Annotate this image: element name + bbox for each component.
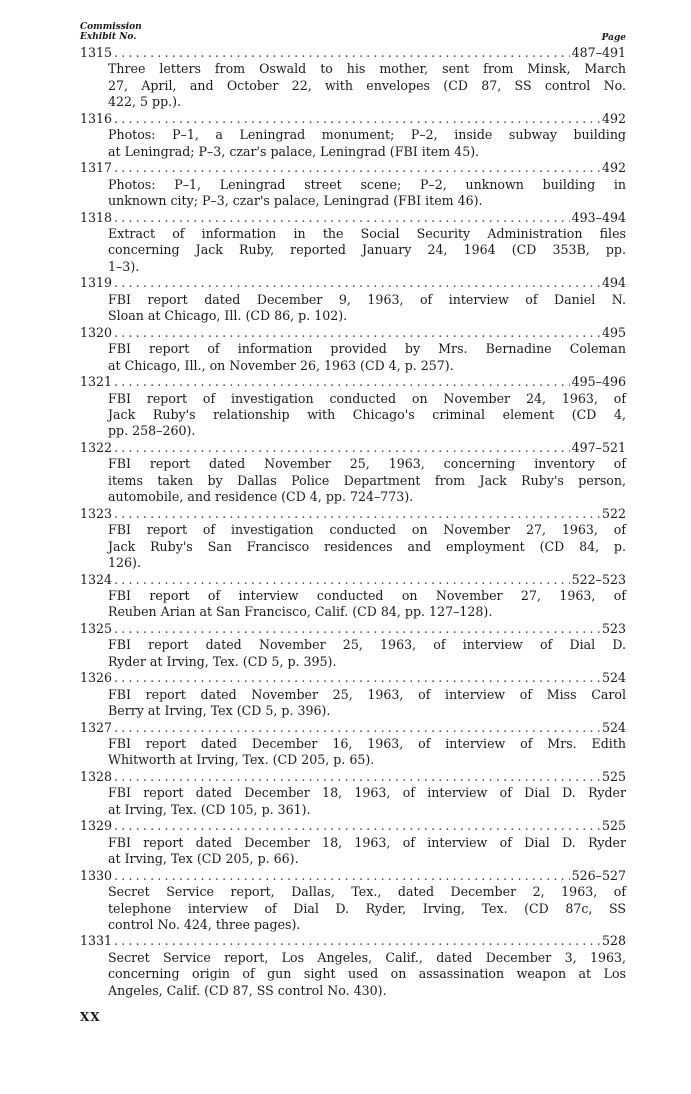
exhibit-number: 1319 bbox=[80, 275, 113, 291]
dot-leader bbox=[114, 868, 570, 884]
description-line: at Chicago, Ill., on November 26, 1963 (CD 4, p. 257). bbox=[108, 357, 454, 373]
exhibit-description bbox=[108, 736, 626, 769]
entry-heading bbox=[80, 769, 626, 785]
entry-heading bbox=[80, 45, 626, 61]
page-number: XX bbox=[80, 1010, 101, 1024]
exhibit-number: 1331 bbox=[80, 933, 113, 949]
exhibit-number: 1318 bbox=[80, 209, 113, 225]
exhibit-description bbox=[108, 456, 626, 505]
dot-leader bbox=[114, 720, 600, 736]
exhibit-description bbox=[108, 127, 626, 160]
page-reference: 524 bbox=[601, 670, 626, 686]
dot-leader bbox=[114, 111, 600, 127]
page-reference: 522 bbox=[601, 505, 626, 521]
dot-leader bbox=[114, 160, 600, 176]
entry-heading bbox=[80, 868, 626, 884]
page-reference: 526–527 bbox=[571, 867, 626, 883]
exhibit-list bbox=[80, 45, 626, 999]
description-line: unknown city; P–3, czar's palace, Leningrad (FBI item 46). bbox=[108, 193, 483, 209]
exhibit-entry bbox=[80, 621, 626, 670]
description-line: concerning origin of gun sight used on assassination weapon at Los bbox=[108, 966, 626, 982]
exhibit-description bbox=[108, 588, 626, 621]
page-reference: 525 bbox=[601, 768, 626, 784]
exhibit-number: 1321 bbox=[80, 374, 113, 390]
description-line: FBI report dated November 25, 1963, concerning inventory of bbox=[108, 456, 626, 472]
entry-heading bbox=[80, 374, 626, 390]
dot-leader bbox=[114, 572, 570, 588]
exhibit-number: 1330 bbox=[80, 867, 113, 883]
entry-heading bbox=[80, 670, 626, 686]
dot-leader bbox=[114, 670, 600, 686]
exhibit-entry bbox=[80, 111, 626, 160]
exhibit-entry bbox=[80, 275, 626, 324]
page-reference: 494 bbox=[601, 275, 626, 291]
page-reference: 492 bbox=[601, 110, 626, 126]
page-reference: 522–523 bbox=[571, 571, 626, 587]
description-line: 422, 5 pp.). bbox=[108, 94, 182, 110]
page-reference: 523 bbox=[601, 620, 626, 636]
exhibit-number: 1315 bbox=[80, 45, 113, 60]
description-line: Three letters from Oswald to his mother, sent from Minsk, March bbox=[108, 61, 626, 77]
entry-heading bbox=[80, 440, 626, 456]
dot-leader bbox=[114, 374, 570, 390]
exhibit-number: 1320 bbox=[80, 324, 113, 340]
description-line: FBI report of investigation conducted on November 24, 1963, of bbox=[108, 390, 626, 406]
page-reference: 493–494 bbox=[571, 209, 626, 225]
exhibit-number: 1322 bbox=[80, 439, 113, 455]
exhibit-entry bbox=[80, 506, 626, 572]
description-line: FBI report of information provided by Mrs. Bernadine Coleman bbox=[108, 341, 626, 357]
exhibit-number: 1323 bbox=[80, 505, 113, 521]
dot-leader bbox=[114, 275, 600, 291]
page-reference: 492 bbox=[601, 160, 626, 176]
dot-leader bbox=[114, 45, 570, 61]
exhibit-entry bbox=[80, 818, 626, 867]
column-header-page: Page bbox=[601, 33, 626, 43]
description-line: telephone interview of Dial D. Ryder, Irving, Tex. (CD 87c, SS bbox=[108, 900, 626, 916]
description-line: 27, April, and October 22, with envelopes (CD 87, SS control No. bbox=[108, 77, 626, 93]
description-line: FBI report dated December 18, 1963, of interview of Dial D. Ryder bbox=[108, 834, 626, 850]
dot-leader bbox=[114, 933, 600, 949]
dot-leader bbox=[114, 621, 600, 637]
exhibit-number: 1329 bbox=[80, 818, 113, 834]
description-line: pp. 258–260). bbox=[108, 423, 196, 439]
exhibit-number: 1324 bbox=[80, 571, 113, 587]
entry-heading bbox=[80, 210, 626, 226]
exhibit-description bbox=[108, 785, 626, 818]
description-line: Secret Service report, Los Angeles, Calif., dated December 3, 1963, bbox=[108, 949, 626, 965]
entry-heading bbox=[80, 506, 626, 522]
exhibit-description bbox=[108, 687, 626, 720]
description-line: Angeles, Calif. (CD 87, SS control No. 430). bbox=[108, 982, 387, 998]
exhibit-entry bbox=[80, 720, 626, 769]
description-line: Berry at Irving, Tex (CD 5, p. 396). bbox=[108, 703, 331, 719]
exhibit-entry bbox=[80, 45, 626, 111]
dot-leader bbox=[114, 506, 600, 522]
exhibit-number: 1317 bbox=[80, 160, 113, 176]
exhibit-entry bbox=[80, 769, 626, 818]
description-line: control No. 424, three pages). bbox=[108, 917, 301, 933]
description-line: FBI report of interview conducted on November 27, 1963, of bbox=[108, 587, 626, 603]
description-line: Sloan at Chicago, Ill. (CD 86, p. 102). bbox=[108, 308, 348, 324]
description-line: Extract of information in the Social Security Administration files bbox=[108, 225, 626, 241]
description-line: Photos: P–1, a Leningrad monument; P–2, inside subway building bbox=[108, 127, 626, 143]
entry-heading bbox=[80, 111, 626, 127]
page-reference: 495 bbox=[601, 324, 626, 340]
entry-heading bbox=[80, 572, 626, 588]
description-line: at Irving, Tex. (CD 105, p. 361). bbox=[108, 801, 311, 817]
entry-heading bbox=[80, 275, 626, 291]
description-line: Reuben Arian at San Francisco, Calif. (CD 84, pp. 127–128). bbox=[108, 604, 493, 620]
description-line: Whitworth at Irving, Tex. (CD 205, p. 65). bbox=[108, 752, 375, 768]
exhibit-entry bbox=[80, 670, 626, 719]
page-reference: 487–491 bbox=[571, 45, 626, 60]
description-line: at Irving, Tex (CD 205, p. 66). bbox=[108, 851, 299, 867]
exhibit-entry bbox=[80, 440, 626, 506]
exhibit-description bbox=[108, 637, 626, 670]
exhibit-entry bbox=[80, 374, 626, 440]
exhibit-description bbox=[108, 950, 626, 999]
dot-leader bbox=[114, 818, 600, 834]
exhibit-description bbox=[108, 61, 626, 110]
description-line: FBI report dated December 18, 1963, of interview of Dial D. Ryder bbox=[108, 785, 626, 801]
description-line: Ryder at Irving, Tex. (CD 5, p. 395). bbox=[108, 653, 337, 669]
page-reference: 497–521 bbox=[571, 439, 626, 455]
exhibit-description bbox=[108, 292, 626, 325]
exhibit-entry bbox=[80, 933, 626, 999]
entry-heading bbox=[80, 325, 626, 341]
exhibit-entry bbox=[80, 210, 626, 276]
entry-heading bbox=[80, 160, 626, 176]
entry-heading bbox=[80, 621, 626, 637]
dot-leader bbox=[114, 325, 600, 341]
exhibit-description bbox=[108, 177, 626, 210]
page-reference: 528 bbox=[601, 933, 626, 949]
header-commission: Commission bbox=[80, 22, 142, 32]
exhibit-description bbox=[108, 391, 626, 440]
description-line: automobile, and residence (CD 4, pp. 724–773). bbox=[108, 489, 414, 505]
exhibit-entry bbox=[80, 868, 626, 934]
exhibit-number: 1326 bbox=[80, 670, 113, 686]
column-header-exhibit bbox=[80, 22, 142, 42]
description-line: at Leningrad; P–3, czar's palace, Leningrad (FBI item 45). bbox=[108, 143, 480, 159]
exhibit-description bbox=[108, 522, 626, 571]
exhibit-entry bbox=[80, 325, 626, 374]
entry-heading bbox=[80, 720, 626, 736]
entry-heading bbox=[80, 933, 626, 949]
page-reference: 525 bbox=[601, 818, 626, 834]
description-line: FBI report dated November 25, 1963, of interview of Dial D. bbox=[108, 637, 626, 653]
exhibit-number: 1328 bbox=[80, 768, 113, 784]
description-line: Jack Ruby's San Francisco residences and employment (CD 84, p. bbox=[108, 538, 626, 554]
dot-leader bbox=[114, 210, 570, 226]
description-line: items taken by Dallas Police Department from Jack Ruby's person, bbox=[108, 472, 626, 488]
exhibit-description bbox=[108, 226, 626, 275]
description-line: 126). bbox=[108, 555, 141, 571]
exhibit-description bbox=[108, 835, 626, 868]
exhibit-number: 1327 bbox=[80, 719, 113, 735]
dot-leader bbox=[114, 440, 570, 456]
exhibit-entry bbox=[80, 572, 626, 621]
exhibit-description bbox=[108, 884, 626, 933]
exhibit-description bbox=[108, 341, 626, 374]
description-line: FBI report of investigation conducted on November 27, 1963, of bbox=[108, 522, 626, 538]
exhibit-number: 1316 bbox=[80, 110, 113, 126]
description-line: FBI report dated November 25, 1963, of interview of Miss Carol bbox=[108, 686, 626, 702]
entry-heading bbox=[80, 818, 626, 834]
exhibit-number: 1325 bbox=[80, 620, 113, 636]
header-exhibit-no: Exhibit No. bbox=[80, 32, 137, 42]
description-line: 1–3). bbox=[108, 258, 140, 274]
dot-leader bbox=[114, 769, 600, 785]
description-line: Photos: P–1, Leningrad street scene; P–2, unknown building in bbox=[108, 176, 626, 192]
description-line: concerning Jack Ruby, reported January 24, 1964 (CD 353B, pp. bbox=[108, 242, 626, 258]
description-line: FBI report dated December 16, 1963, of interview of Mrs. Edith bbox=[108, 736, 626, 752]
exhibit-entry bbox=[80, 160, 626, 209]
page-reference: 524 bbox=[601, 719, 626, 735]
description-line: Secret Service report, Dallas, Tex., dated December 2, 1963, of bbox=[108, 884, 626, 900]
description-line: FBI report dated December 9, 1963, of interview of Daniel N. bbox=[108, 291, 626, 307]
description-line: Jack Ruby's relationship with Chicago's criminal element (CD 4, bbox=[108, 406, 626, 422]
page-reference: 495–496 bbox=[571, 374, 626, 390]
